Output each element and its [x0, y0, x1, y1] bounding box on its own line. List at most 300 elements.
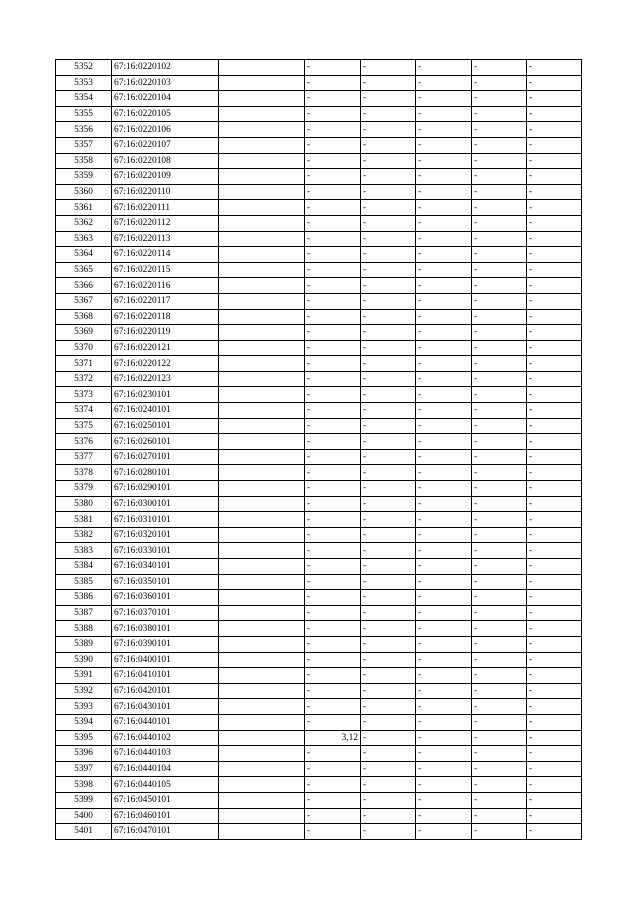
value-cell-4: -	[472, 169, 527, 185]
table-row	[56, 434, 582, 450]
value-cell-4: -	[472, 574, 527, 590]
value-cell-1: -	[305, 169, 361, 185]
value-cell-3: -	[416, 792, 472, 808]
value-cell-1: -	[305, 792, 361, 808]
name-cell	[219, 278, 305, 294]
name-cell	[219, 730, 305, 746]
value-cell-1: -	[305, 559, 361, 575]
table-row	[56, 559, 582, 575]
table-row	[56, 777, 582, 793]
cadastral-number: 67:16:0310101	[112, 512, 219, 528]
cadastral-number: 67:16:0220108	[112, 153, 219, 169]
value-cell-2: -	[361, 512, 416, 528]
value-cell-2: -	[361, 449, 416, 465]
value-cell-3: -	[416, 543, 472, 559]
table-row	[56, 169, 582, 185]
cadastral-number: 67:16:0220111	[112, 200, 219, 216]
row-number: 5360	[56, 184, 112, 200]
table-row	[56, 387, 582, 403]
row-number: 5391	[56, 668, 112, 684]
value-cell-2: -	[361, 169, 416, 185]
name-cell	[219, 371, 305, 387]
cadastral-number: 67:16:0220102	[112, 60, 219, 76]
value-cell-1: -	[305, 777, 361, 793]
value-cell-3: -	[416, 169, 472, 185]
name-cell	[219, 356, 305, 372]
value-cell-2: -	[361, 75, 416, 91]
value-cell-1: -	[305, 512, 361, 528]
row-number: 5358	[56, 153, 112, 169]
cadastral-number: 67:16:0230101	[112, 387, 219, 403]
name-cell	[219, 449, 305, 465]
value-cell-4: -	[472, 730, 527, 746]
value-cell-3: -	[416, 777, 472, 793]
name-cell	[219, 605, 305, 621]
cadastral-number: 67:16:0360101	[112, 590, 219, 606]
cadastral-number: 67:16:0350101	[112, 574, 219, 590]
cadastral-number: 67:16:0410101	[112, 668, 219, 684]
value-cell-3: -	[416, 371, 472, 387]
row-number: 5354	[56, 91, 112, 107]
table-row	[56, 215, 582, 231]
table-body	[56, 60, 582, 840]
value-cell-1: -	[305, 184, 361, 200]
value-cell-2: -	[361, 60, 416, 76]
table-row	[56, 137, 582, 153]
cadastral-table	[55, 59, 582, 840]
value-cell-3: -	[416, 699, 472, 715]
value-cell-3: -	[416, 559, 472, 575]
row-number: 5376	[56, 434, 112, 450]
value-cell-4: -	[472, 215, 527, 231]
row-number: 5384	[56, 559, 112, 575]
cadastral-number: 67:16:0220118	[112, 309, 219, 325]
value-cell-5: -	[527, 714, 582, 730]
value-cell-2: -	[361, 91, 416, 107]
cadastral-number: 67:16:0370101	[112, 605, 219, 621]
row-number: 5380	[56, 496, 112, 512]
row-number: 5375	[56, 418, 112, 434]
cadastral-number: 67:16:0220112	[112, 215, 219, 231]
name-cell	[219, 527, 305, 543]
value-cell-2: -	[361, 683, 416, 699]
value-cell-1: -	[305, 418, 361, 434]
value-cell-2: -	[361, 434, 416, 450]
value-cell-2: -	[361, 278, 416, 294]
name-cell	[219, 683, 305, 699]
value-cell-4: -	[472, 137, 527, 153]
value-cell-4: -	[472, 512, 527, 528]
value-cell-3: -	[416, 605, 472, 621]
value-cell-2: -	[361, 137, 416, 153]
value-cell-1: -	[305, 465, 361, 481]
value-cell-1: -	[305, 636, 361, 652]
table-row	[56, 543, 582, 559]
value-cell-2: -	[361, 668, 416, 684]
name-cell	[219, 403, 305, 419]
value-cell-1: -	[305, 91, 361, 107]
value-cell-1: -	[305, 605, 361, 621]
value-cell-5: -	[527, 465, 582, 481]
value-cell-2: -	[361, 465, 416, 481]
value-cell-4: -	[472, 278, 527, 294]
value-cell-2: -	[361, 590, 416, 606]
value-cell-5: -	[527, 777, 582, 793]
cadastral-number: 67:16:0290101	[112, 481, 219, 497]
value-cell-5: -	[527, 325, 582, 341]
table-row	[56, 699, 582, 715]
value-cell-5: -	[527, 387, 582, 403]
value-cell-4: -	[472, 153, 527, 169]
value-cell-1: -	[305, 683, 361, 699]
table-row	[56, 91, 582, 107]
value-cell-1: -	[305, 387, 361, 403]
value-cell-1: 3,12	[305, 730, 361, 746]
value-cell-1: -	[305, 356, 361, 372]
value-cell-5: -	[527, 169, 582, 185]
value-cell-1: -	[305, 262, 361, 278]
row-number: 5364	[56, 247, 112, 263]
value-cell-1: -	[305, 496, 361, 512]
table-row	[56, 605, 582, 621]
value-cell-5: -	[527, 652, 582, 668]
value-cell-2: -	[361, 699, 416, 715]
cadastral-number: 67:16:0440101	[112, 714, 219, 730]
value-cell-5: -	[527, 75, 582, 91]
cadastral-number: 67:16:0260101	[112, 434, 219, 450]
table-row	[56, 636, 582, 652]
cadastral-number: 67:16:0220121	[112, 340, 219, 356]
value-cell-1: -	[305, 60, 361, 76]
value-cell-2: -	[361, 543, 416, 559]
value-cell-5: -	[527, 403, 582, 419]
value-cell-1: -	[305, 574, 361, 590]
value-cell-5: -	[527, 106, 582, 122]
cadastral-number: 67:16:0220113	[112, 231, 219, 247]
value-cell-3: -	[416, 340, 472, 356]
row-number: 5356	[56, 122, 112, 138]
cadastral-number: 67:16:0220117	[112, 293, 219, 309]
value-cell-2: -	[361, 200, 416, 216]
value-cell-5: -	[527, 184, 582, 200]
name-cell	[219, 496, 305, 512]
value-cell-3: -	[416, 714, 472, 730]
row-number: 5401	[56, 824, 112, 840]
value-cell-4: -	[472, 808, 527, 824]
row-number: 5374	[56, 403, 112, 419]
value-cell-4: -	[472, 418, 527, 434]
table-row	[56, 200, 582, 216]
value-cell-5: -	[527, 481, 582, 497]
table-row	[56, 574, 582, 590]
value-cell-2: -	[361, 309, 416, 325]
table-row	[56, 340, 582, 356]
name-cell	[219, 387, 305, 403]
value-cell-4: -	[472, 652, 527, 668]
value-cell-3: -	[416, 184, 472, 200]
row-number: 5361	[56, 200, 112, 216]
cadastral-number: 67:16:0220104	[112, 91, 219, 107]
table-row	[56, 449, 582, 465]
row-number: 5363	[56, 231, 112, 247]
value-cell-2: -	[361, 621, 416, 637]
table-row	[56, 621, 582, 637]
table-row	[56, 652, 582, 668]
value-cell-5: -	[527, 449, 582, 465]
name-cell	[219, 590, 305, 606]
table-row	[56, 231, 582, 247]
table-row	[56, 262, 582, 278]
table-row	[56, 371, 582, 387]
name-cell	[219, 652, 305, 668]
value-cell-3: -	[416, 200, 472, 216]
name-cell	[219, 574, 305, 590]
value-cell-4: -	[472, 590, 527, 606]
name-cell	[219, 184, 305, 200]
value-cell-3: -	[416, 122, 472, 138]
row-number: 5390	[56, 652, 112, 668]
value-cell-3: -	[416, 418, 472, 434]
name-cell	[219, 777, 305, 793]
value-cell-5: -	[527, 122, 582, 138]
value-cell-4: -	[472, 309, 527, 325]
value-cell-4: -	[472, 636, 527, 652]
name-cell	[219, 792, 305, 808]
value-cell-2: -	[361, 652, 416, 668]
value-cell-2: -	[361, 153, 416, 169]
value-cell-1: -	[305, 293, 361, 309]
value-cell-1: -	[305, 215, 361, 231]
value-cell-5: -	[527, 683, 582, 699]
cadastral-number: 67:16:0330101	[112, 543, 219, 559]
value-cell-5: -	[527, 512, 582, 528]
value-cell-1: -	[305, 746, 361, 762]
value-cell-4: -	[472, 621, 527, 637]
value-cell-5: -	[527, 434, 582, 450]
table-row	[56, 746, 582, 762]
cadastral-number: 67:16:0220122	[112, 356, 219, 372]
row-number: 5359	[56, 169, 112, 185]
value-cell-1: -	[305, 714, 361, 730]
value-cell-2: -	[361, 184, 416, 200]
row-number: 5355	[56, 106, 112, 122]
value-cell-3: -	[416, 808, 472, 824]
table-row	[56, 60, 582, 76]
value-cell-1: -	[305, 543, 361, 559]
name-cell	[219, 559, 305, 575]
table-row	[56, 808, 582, 824]
name-cell	[219, 340, 305, 356]
value-cell-5: -	[527, 699, 582, 715]
name-cell	[219, 761, 305, 777]
value-cell-3: -	[416, 434, 472, 450]
row-number: 5399	[56, 792, 112, 808]
value-cell-5: -	[527, 418, 582, 434]
row-number: 5383	[56, 543, 112, 559]
value-cell-2: -	[361, 824, 416, 840]
value-cell-4: -	[472, 434, 527, 450]
value-cell-4: -	[472, 106, 527, 122]
value-cell-3: -	[416, 278, 472, 294]
value-cell-4: -	[472, 605, 527, 621]
row-number: 5378	[56, 465, 112, 481]
value-cell-5: -	[527, 668, 582, 684]
value-cell-4: -	[472, 262, 527, 278]
table-row	[56, 714, 582, 730]
name-cell	[219, 621, 305, 637]
table-row	[56, 481, 582, 497]
value-cell-2: -	[361, 527, 416, 543]
value-cell-5: -	[527, 808, 582, 824]
value-cell-4: -	[472, 387, 527, 403]
name-cell	[219, 137, 305, 153]
value-cell-4: -	[472, 761, 527, 777]
value-cell-4: -	[472, 340, 527, 356]
value-cell-3: -	[416, 75, 472, 91]
row-number: 5389	[56, 636, 112, 652]
value-cell-5: -	[527, 91, 582, 107]
value-cell-2: -	[361, 496, 416, 512]
value-cell-3: -	[416, 621, 472, 637]
row-number: 5372	[56, 371, 112, 387]
value-cell-5: -	[527, 371, 582, 387]
value-cell-2: -	[361, 746, 416, 762]
table-row	[56, 496, 582, 512]
row-number: 5369	[56, 325, 112, 341]
cadastral-number: 67:16:0420101	[112, 683, 219, 699]
cadastral-number: 67:16:0280101	[112, 465, 219, 481]
cadastral-number: 67:16:0460101	[112, 808, 219, 824]
cadastral-number: 67:16:0220103	[112, 75, 219, 91]
name-cell	[219, 465, 305, 481]
name-cell	[219, 215, 305, 231]
name-cell	[219, 122, 305, 138]
name-cell	[219, 262, 305, 278]
value-cell-4: -	[472, 699, 527, 715]
name-cell	[219, 247, 305, 263]
value-cell-4: -	[472, 60, 527, 76]
value-cell-5: -	[527, 340, 582, 356]
table-row	[56, 792, 582, 808]
value-cell-4: -	[472, 356, 527, 372]
value-cell-2: -	[361, 403, 416, 419]
value-cell-4: -	[472, 527, 527, 543]
row-number: 5368	[56, 309, 112, 325]
value-cell-4: -	[472, 200, 527, 216]
value-cell-3: -	[416, 683, 472, 699]
value-cell-4: -	[472, 184, 527, 200]
row-number: 5379	[56, 481, 112, 497]
value-cell-3: -	[416, 215, 472, 231]
value-cell-3: -	[416, 137, 472, 153]
cadastral-number: 67:16:0270101	[112, 449, 219, 465]
cadastral-number: 67:16:0340101	[112, 559, 219, 575]
table-row	[56, 761, 582, 777]
table-row	[56, 465, 582, 481]
value-cell-5: -	[527, 137, 582, 153]
cadastral-number: 67:16:0220116	[112, 278, 219, 294]
name-cell	[219, 808, 305, 824]
value-cell-2: -	[361, 808, 416, 824]
row-number: 5382	[56, 527, 112, 543]
value-cell-5: -	[527, 761, 582, 777]
value-cell-5: -	[527, 309, 582, 325]
value-cell-4: -	[472, 714, 527, 730]
row-number: 5377	[56, 449, 112, 465]
value-cell-5: -	[527, 356, 582, 372]
value-cell-3: -	[416, 153, 472, 169]
value-cell-1: -	[305, 652, 361, 668]
name-cell	[219, 636, 305, 652]
value-cell-1: -	[305, 699, 361, 715]
table-row	[56, 309, 582, 325]
row-number: 5387	[56, 605, 112, 621]
value-cell-3: -	[416, 636, 472, 652]
row-number: 5352	[56, 60, 112, 76]
table-row	[56, 325, 582, 341]
value-cell-2: -	[361, 792, 416, 808]
value-cell-1: -	[305, 481, 361, 497]
value-cell-3: -	[416, 449, 472, 465]
name-cell	[219, 418, 305, 434]
value-cell-4: -	[472, 543, 527, 559]
cadastral-number: 67:16:0430101	[112, 699, 219, 715]
cadastral-number: 67:16:0250101	[112, 418, 219, 434]
cadastral-number: 67:16:0240101	[112, 403, 219, 419]
value-cell-1: -	[305, 247, 361, 263]
value-cell-5: -	[527, 278, 582, 294]
cadastral-number: 67:16:0220106	[112, 122, 219, 138]
value-cell-2: -	[361, 559, 416, 575]
value-cell-3: -	[416, 293, 472, 309]
value-cell-4: -	[472, 668, 527, 684]
name-cell	[219, 699, 305, 715]
value-cell-2: -	[361, 481, 416, 497]
row-number: 5397	[56, 761, 112, 777]
row-number: 5393	[56, 699, 112, 715]
name-cell	[219, 746, 305, 762]
value-cell-2: -	[361, 371, 416, 387]
value-cell-2: -	[361, 777, 416, 793]
value-cell-2: -	[361, 325, 416, 341]
value-cell-1: -	[305, 278, 361, 294]
name-cell	[219, 714, 305, 730]
table-row	[56, 75, 582, 91]
value-cell-3: -	[416, 465, 472, 481]
value-cell-1: -	[305, 309, 361, 325]
table-row	[56, 153, 582, 169]
table-row	[56, 293, 582, 309]
value-cell-1: -	[305, 153, 361, 169]
value-cell-1: -	[305, 668, 361, 684]
value-cell-5: -	[527, 824, 582, 840]
cadastral-number: 67:16:0220114	[112, 247, 219, 263]
value-cell-1: -	[305, 527, 361, 543]
name-cell	[219, 543, 305, 559]
value-cell-3: -	[416, 746, 472, 762]
row-number: 5385	[56, 574, 112, 590]
value-cell-3: -	[416, 527, 472, 543]
value-cell-4: -	[472, 683, 527, 699]
value-cell-1: -	[305, 590, 361, 606]
table-row	[56, 247, 582, 263]
value-cell-4: -	[472, 122, 527, 138]
row-number: 5353	[56, 75, 112, 91]
value-cell-2: -	[361, 231, 416, 247]
value-cell-1: -	[305, 824, 361, 840]
value-cell-5: -	[527, 496, 582, 512]
value-cell-3: -	[416, 824, 472, 840]
